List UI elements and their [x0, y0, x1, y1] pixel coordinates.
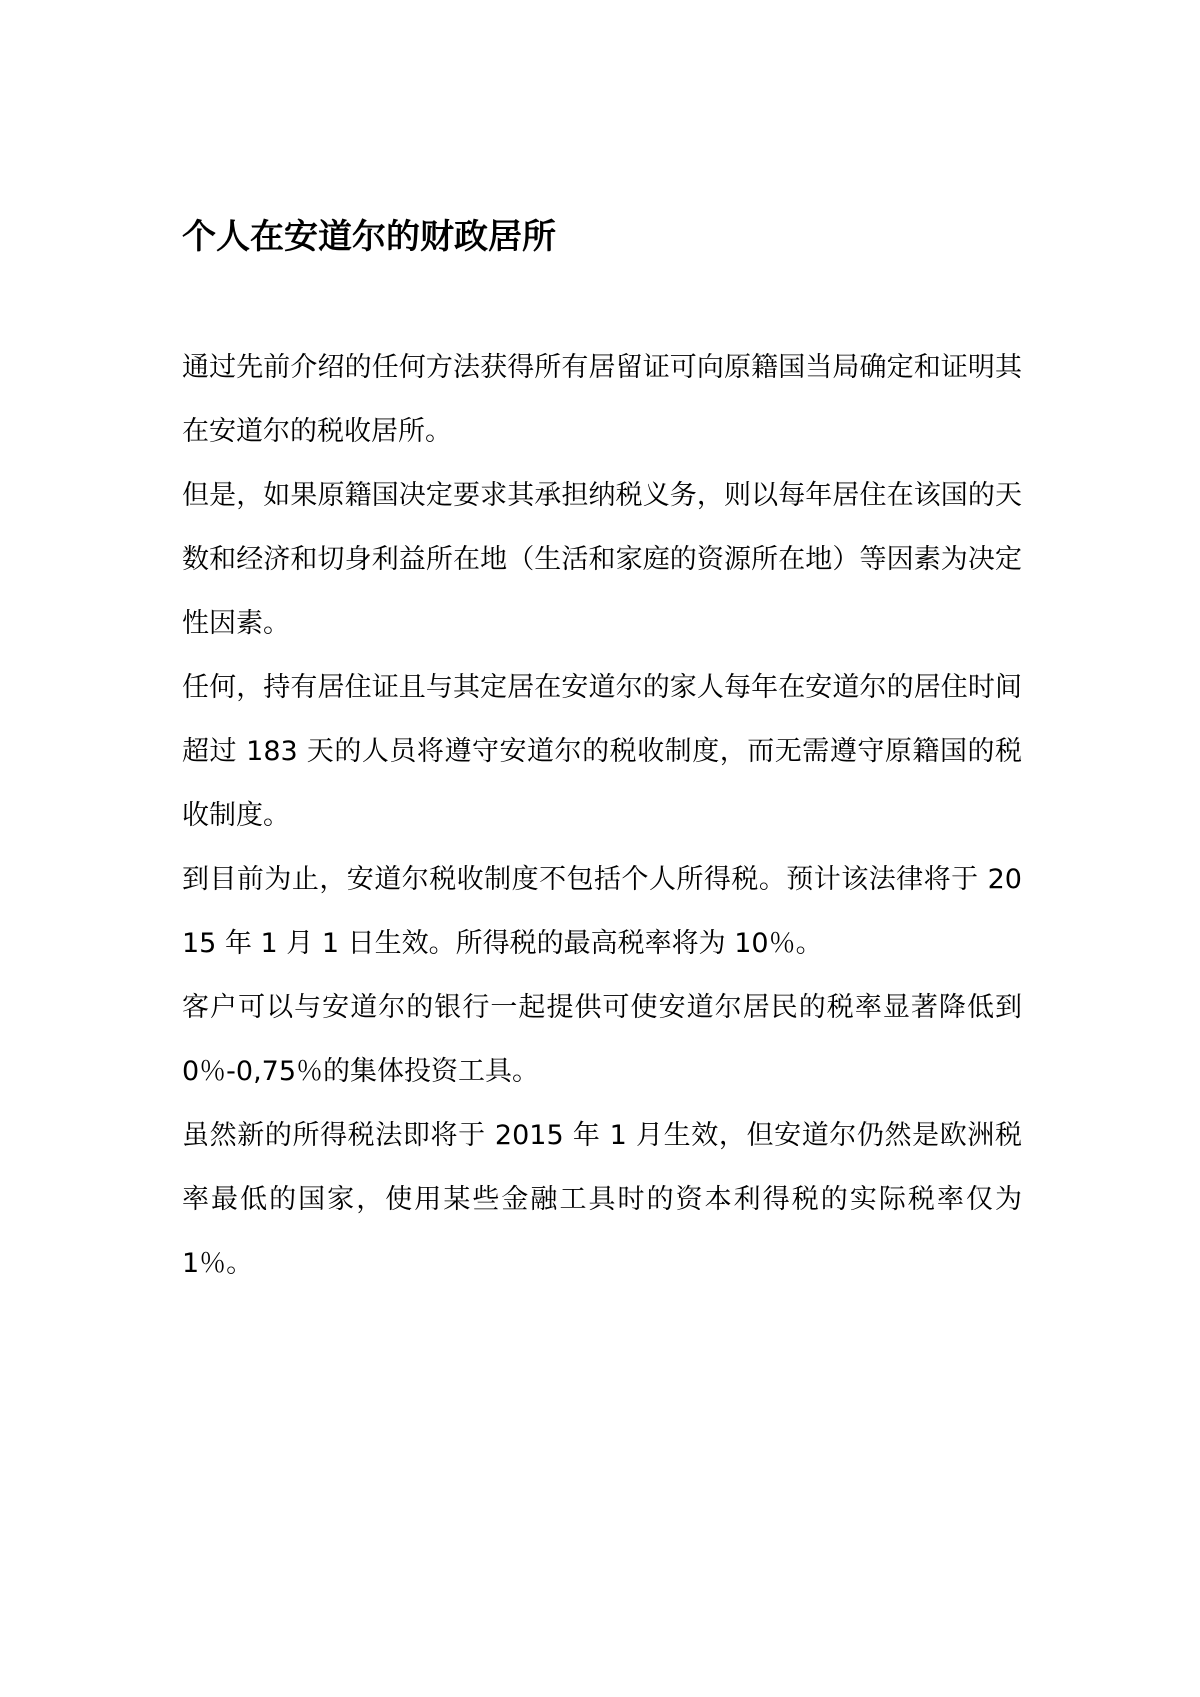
- page-title: 个人在安道尔的财政居所: [182, 217, 556, 257]
- paragraph-income-tax: 到目前为止，安道尔税收制度不包括个人所得税。预计该法律将于 2015 年 1 月 1 日生效。所得税的最高税率将为 10％。: [182, 864, 1022, 959]
- document-body: [182, 336, 1022, 1296]
- paragraph-183-days: 任何，持有居住证且与其定居在安道尔的家人每年在安道尔的居住时间超过 183 天的人员将遵守安道尔的税收制度，而无需遵守原籍国的税收制度。: [182, 672, 1022, 831]
- paragraph-residence-proof: 通过先前介绍的任何方法获得所有居留证可向原籍国当局确定和证明其在安道尔的税收居所。: [182, 352, 1022, 447]
- paragraph-lowest-tax-rate: 虽然新的所得税法即将于 2015 年 1 月生效，但安道尔仍然是欧洲税率最低的国家，使用某些金融工具时的资本利得税的实际税率仅为 1％。: [182, 1120, 1022, 1279]
- paragraph-investment-tools: 客户可以与安道尔的银行一起提供可使安道尔居民的税率显著降低到 0％-0,75％的集体投资工具。: [182, 992, 1022, 1087]
- paragraph-origin-country: 但是，如果原籍国决定要求其承担纳税义务，则以每年居住在该国的天数和经济和切身利益所在地（生活和家庭的资源所在地）等因素为决定性因素。: [182, 480, 1022, 639]
